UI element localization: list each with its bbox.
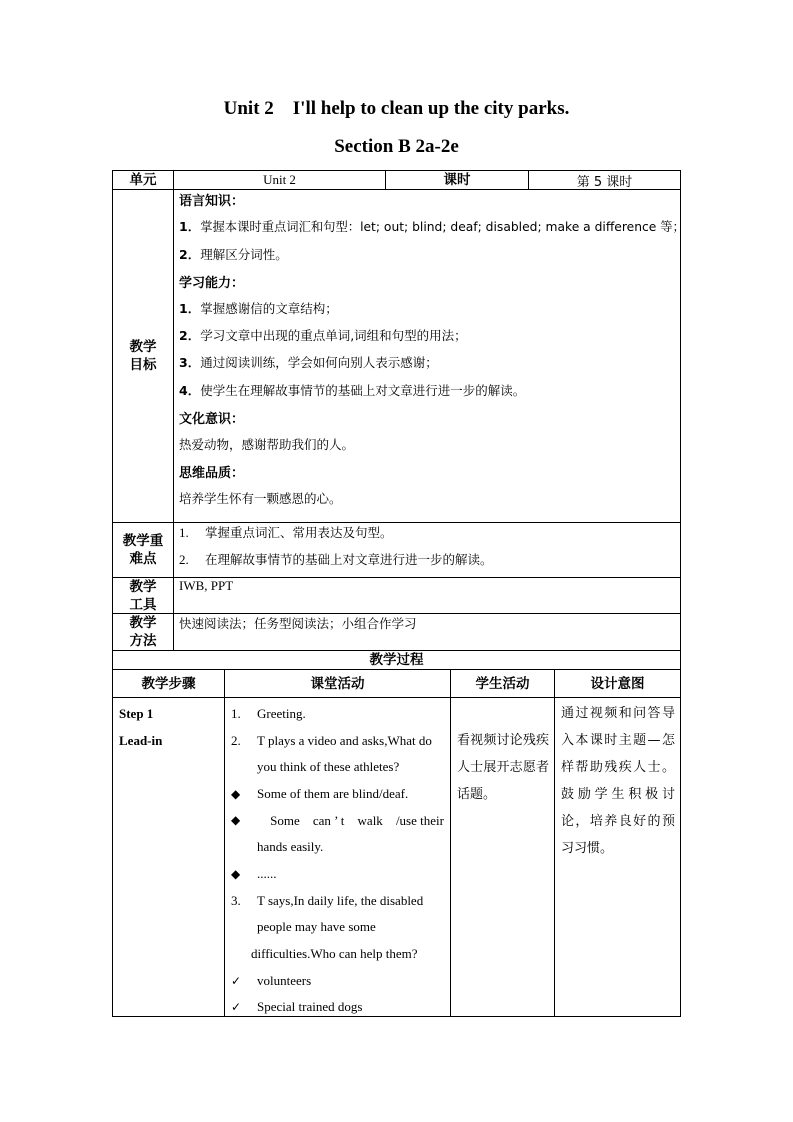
key-points-label: 教学重难点	[112, 522, 173, 577]
process-label: 教学过程	[112, 650, 681, 669]
col-activity-header: 课堂活动	[224, 669, 450, 697]
period-label: 课时	[385, 170, 528, 189]
item-text-part: /use their	[395, 813, 444, 828]
col-steps-header: 教学步骤	[112, 669, 224, 697]
diamond-bullet-icon: ◆	[231, 813, 241, 827]
item-number: 2.	[231, 733, 241, 748]
tools-cell	[173, 577, 681, 613]
col-design-header: 设计意图	[554, 669, 681, 697]
bullet-item-3	[231, 866, 277, 882]
ability-item-4	[179, 381, 525, 399]
item-text: ......	[257, 866, 277, 881]
document-title: Unit 2 I'll help to clean up the city parks.	[223, 98, 570, 119]
bullet-item-2-cont: hands easily.	[257, 839, 324, 854]
item-number: 2．	[179, 247, 201, 262]
ability-item-3	[179, 353, 438, 371]
item-text: 学习文章中出现的重点单词,词组和句型的用法；	[200, 328, 467, 343]
item-text: volunteers	[257, 973, 312, 988]
check-item-2	[231, 999, 362, 1015]
objectives-label: 教学目标	[112, 189, 173, 522]
language-item-1	[179, 217, 685, 235]
item-text: T plays a video and asks,What do	[257, 733, 432, 748]
item-number: 2．	[179, 328, 201, 343]
check-bullet-icon: ✓	[231, 1000, 242, 1014]
methods-text: 快速阅读法；任务型阅读法；小组合作学习	[179, 616, 417, 631]
unit-value: Unit 2	[173, 170, 385, 189]
tools-text: IWB, PPT	[179, 578, 234, 593]
ability-heading: 学习能力：	[179, 276, 245, 291]
ability-item-2	[179, 326, 467, 344]
methods-label: 教学方法	[112, 613, 173, 650]
item-text: T says,In daily life, the disabled	[257, 893, 424, 908]
step1-title: Step 1	[119, 706, 154, 721]
step1-subtitle: Lead-in	[119, 733, 163, 748]
item-text-part: walk	[357, 813, 383, 828]
key-point-1	[179, 523, 393, 541]
bullet-item-2	[231, 813, 444, 829]
item-number: 1．	[179, 301, 201, 316]
item-text: 掌握感谢信的文章结构；	[200, 301, 338, 316]
language-item-2	[179, 245, 288, 263]
item-number: 1．	[179, 219, 201, 234]
thinking-heading: 思维品质：	[179, 466, 245, 481]
activity-item-1	[231, 706, 306, 722]
activity-item-3	[231, 893, 423, 909]
item-text: 使学生在理解故事情节的基础上对文章进行进一步的解读。	[200, 383, 526, 398]
item-number: 2.	[179, 552, 189, 567]
culture-text: 热爱动物，感谢帮助我们的人。	[179, 437, 355, 452]
tools-label: 教学工具	[112, 577, 173, 613]
activity-item-2	[231, 733, 432, 749]
item-number: 3.	[231, 893, 241, 908]
item-text: 掌握重点词汇、常用表达及句型。	[205, 525, 393, 540]
language-heading: 语言知识：	[179, 194, 245, 209]
item-text: 掌握本课时重点词汇和句型：let; out; blind; deaf; disabled; make a difference 等；	[200, 220, 685, 234]
check-bullet-icon: ✓	[231, 974, 242, 988]
culture-heading: 文化意识：	[179, 412, 245, 427]
item-number: 1.	[179, 525, 189, 540]
activity-item-3-cont-2: difficulties.Who can help them?	[251, 946, 418, 961]
item-text: Special trained dogs	[257, 999, 363, 1014]
item-text: 理解区分词性。	[200, 247, 288, 262]
student-activity-text: 看视频讨论残疾人士展开志愿者话题。	[457, 733, 549, 802]
thinking-text: 培养学生怀有一颗感恩的心。	[179, 491, 342, 506]
bullet-item-1	[231, 786, 408, 802]
key-point-2	[179, 550, 493, 568]
item-text: 通过阅读训练，学会如何向别人表示感谢；	[200, 355, 438, 370]
activity-item-3-cont-1: people may have some	[257, 919, 376, 934]
col-student-header: 学生活动	[450, 669, 554, 697]
diamond-bullet-icon: ◆	[231, 787, 241, 801]
design-intent-text: 通过视频和问答导入本课时主题—怎样帮助残疾人士。鼓励学生积极讨论，培养良好的预习习惯。	[561, 706, 675, 856]
ability-item-1	[179, 299, 338, 317]
diamond-bullet-icon: ◆	[231, 867, 241, 881]
item-number: 3．	[179, 355, 201, 370]
document-subtitle: Section B 2a-2e	[334, 136, 459, 157]
item-text: Greeting.	[257, 706, 306, 721]
item-text-part: Some	[270, 813, 300, 828]
item-number: 4．	[179, 383, 201, 398]
period-value: 第 5 课时	[528, 170, 681, 189]
item-text: 在理解故事情节的基础上对文章进行进一步的解读。	[205, 552, 493, 567]
unit-label: 单元	[112, 170, 173, 189]
item-text: Some of them are blind/deaf.	[257, 786, 409, 801]
item-text-part: can ’ t	[312, 813, 345, 828]
item-number: 1.	[231, 706, 241, 721]
activity-item-2-cont: you think of these athletes?	[257, 759, 400, 774]
check-item-1	[231, 973, 311, 989]
